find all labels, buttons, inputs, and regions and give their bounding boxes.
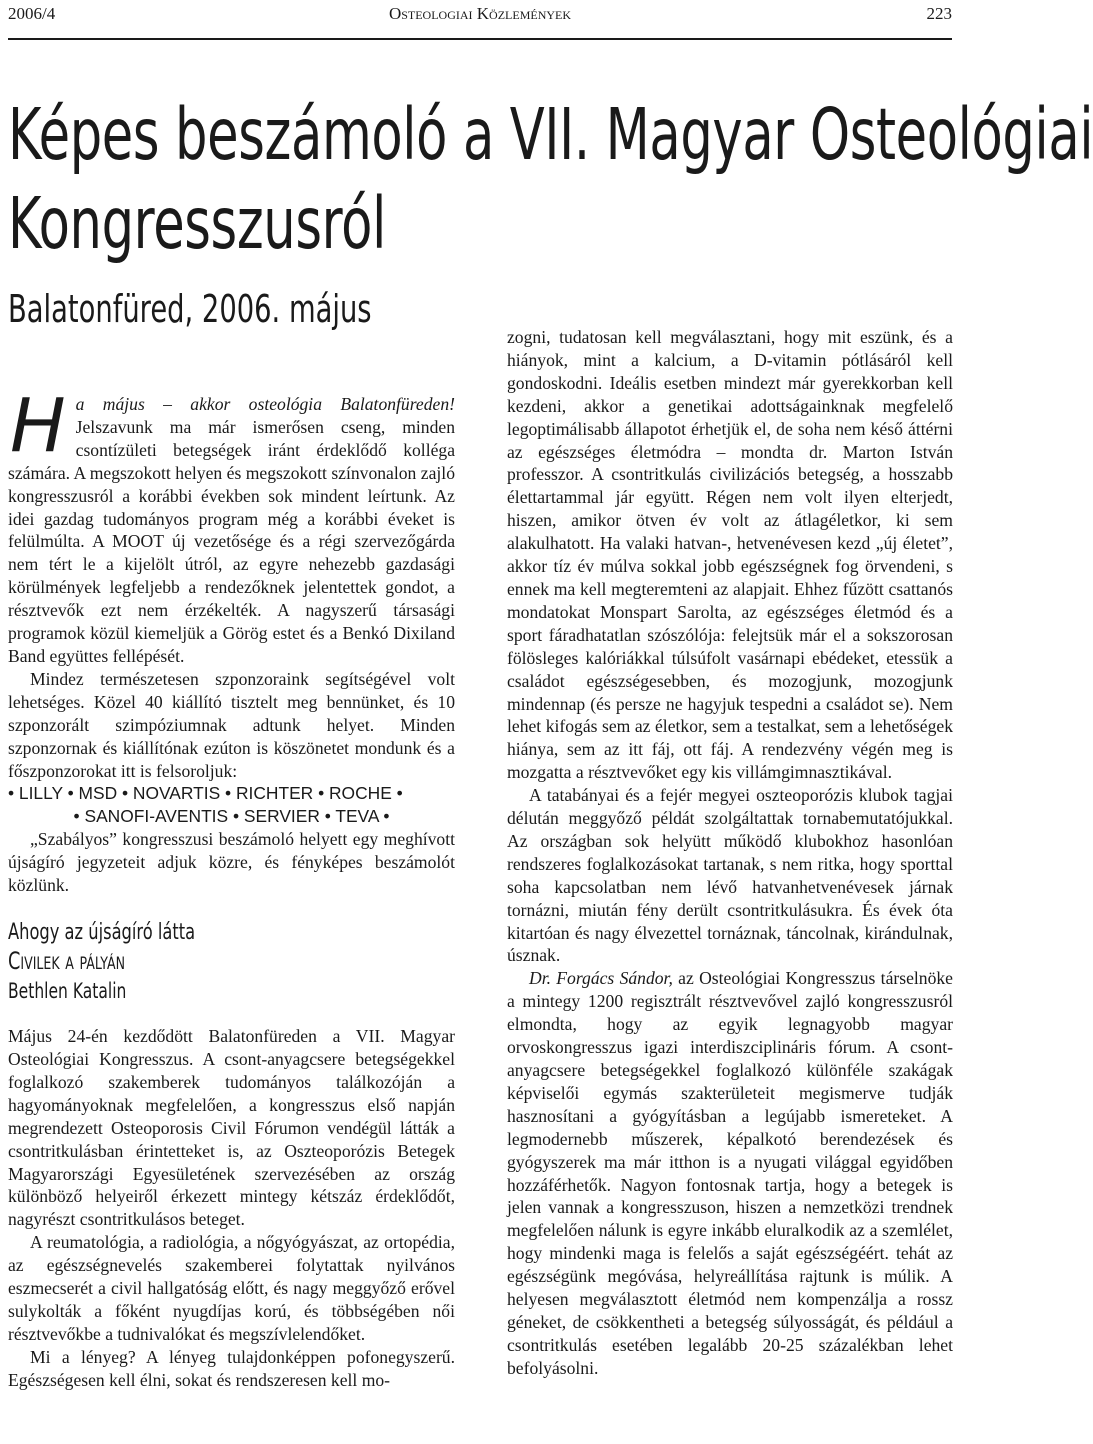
article-title-line-2: Kongresszusról [8,182,386,265]
sponsors-intro-paragraph: Mindez természetesen szponzoraink segítségével volt lehetséges. Közel 40 kiállító tisztelt meg bennünket, és 10 szponzorált szimpóziumnak adtunk helyet. Minden szponzornak és kiállítónak ezúton is köszönetet mondunk és a főszponzorokat itt is felsoroljuk: [8,668,455,781]
section-heading [8,919,339,1005]
body-paragraph: Május 24-én kezdődött Balatonfüreden a VII. Magyar Osteológiai Kongresszus. A csont-anyagcsere betegségekkel foglalkozó szakemberek tudományos találkozóján a hagyományoknak megfelelően, a kongresszus első napján megrendezett Osteoporosis Civil Fórumon vendégül látták a csontritkulásban érintetteket is, az Oszteoporózis Betegek Magyarországi Egyesületének szervezésében az ország különböző helyeiről érkezett mintegy kétszáz érdeklődőt, nagyrészt csontritkulásos beteget. [8,1026,455,1230]
left-column [8,383,455,1392]
section-kicker: Ahogy az újságíró látta [8,920,196,946]
sponsor-list-line-1: • LILLY • MSD • NOVARTIS • RICHTER • ROCHE • [8,783,403,804]
article-subtitle: Balatonfüred, 2006. május [8,287,372,331]
running-head [8,4,952,28]
body-paragraph: A tatabányai és a fejér megyei oszteoporózis klubok tagjai délután meggyőző példát szolgáltattak tornabemutatójukkal. Az országban sok helyütt működő klubokhoz hasonlóan rendszeres foglalkozásokat tartanak, s nem ritka, hogy sporttal soha kapcsolatban nem lévő hatvanhetvenévesek járnak tornázni, miután fény derült csontritkulásukra. És évek óta kitartóan és nagy élvezettel tornáznak, táncolnak, kirándulnak, úsznak. [507,785,953,966]
intro-italic-text: a május – akkor osteológia Balatonfüreden! [75,394,455,414]
article-title [8,90,1093,268]
sponsor-list-line-2: • SANOFI-AVENTIS • SERVIER • TEVA • [73,806,390,827]
section-title: Civilek a pályán [8,947,125,976]
header-rule [8,38,952,40]
article-title-line-1: Képes beszámoló a VII. Magyar Osteológiai [8,93,1093,176]
issue-number: 2006/4 [8,4,56,23]
body-paragraph: A reumatológia, a radiológia, a nőgyógyászat, az ortopédia, az egészségnevelés szakemberei folytattak nyilvános eszmecserét a civil hallgatóság előtt, és nagy meggyőző erővel sulykolták a főként nyugdíjas korú, és többségében női résztvevőkbe a tudnivalókat és megszívlelendőket. [8,1232,455,1344]
speaker-name: Dr. Forgács Sándor, [529,968,673,989]
intro-paragraph [8,383,455,668]
body-paragraph [507,967,953,1379]
intro-text: Jelszavunk ma már ismerősen cseng, minden csontízületi betegségek iránt érdeklődő kolléga számára. A megszokott helyen és megszokott színvonalon zajló kongresszusról a korábbi években sok mindent leírtunk. Az idei gazdag tudományos program még a korábbi éveket is felülmúlta. A MOOT új vezetősége és a régi szervezőgárda nem tért le a kijelölt útról, az egyre nehezebb gazdasági körülmények legfeljebb a rendezőknek jelentettek gondot, a résztvevők ezt nem érzékelték. A nagyszerű társasági programok közül kiemeljük a Görög estet és a Benkó Dixiland Band együttes fellépését. [8,416,455,666]
report-note-paragraph: „Szabályos” kongresszusi beszámoló helyett egy meghívott újságíró jegyzeteit adjuk közre, és fényképes beszámolót közlünk. [8,829,455,896]
sponsor-list [8,782,455,828]
journal-name: Osteologiai Közlemények [388,4,572,23]
body-text: az Osteológiai Kongresszus társelnöke a mintegy 1200 regisztrált résztvevővel zajló kongresszusról elmondta, hogy az egyik legnagyobb magyar orvoskongresszus igazi interdiszciplináris fórum. A csont-anyagcsere betegségekkel foglalkozó különféle szakágak képviselői egymás szakterületeit megismerve tudják hasznosítani a gyógyításban a legújabb ismereteket. A legmodernebb műszerek, képalkotó berendezések és gyógyszerek ma már itthon is a nyugati világgal egyidőben hozzáférhetők. Nagyon fontosnak tartja, hogy a betegek is jelen vannak a kongresszuson, hiszen a nemzetközi trendnek megfelelően nálunk is egyre inkább eluralkodik az a szemlélet, hogy mindenki maga is felelős a saját egészségéért. tehát az egészségünk megóvása, helyreállítása rajtunk is múlik. A helyesen megválasztott életmód nem kompenzálja a rossz géneket, de csökkentheti a betegség súlyosságát, és például a csontritkulás esetében legalább 20-25 százalékban lehet befolyásolni. [507,968,953,1378]
body-paragraph: zogni, tudatosan kell megválasztani, hogy mit eszünk, és a hiányok, mint a kalcium, a D-vitamin pótlásáról kell gondoskodni. Ideális esetben mindezt már gyerekkorban kell kezdeni, akkor a genetikai adottságainknak megfelelő legoptimálisabb állapotot érhetjük el, de soha nem késő áttérni az egészséges életmódra – mondta dr. Marton István professzor. A csontritkulás civilizációs betegség, a hosszabb élettartammal jár együtt. Régen nem volt ilyen elterjedt, hiszen, amikor ötven év volt az átlagéletkor, ki sem alakulhatott. Ha valaki hatvan-, hetvenévesen kezd „új életet”, akkor tíz év múlva sokkal jobb egészségnek fog örvendeni, s ennek ma kell megteremteni az alapjait. Ehhez fűzött csattanós mondatokat Monspart Sarolta, az egészséges életmód és a sport fáradhatatlan szószólója: felejtsük már el a sokszorosan fölösleges kalóriákkal túlsúfolt vasárnapi ebédeket, etessük a családot egészségesebben, és mozogjunk, mozogjunk mindennap (és persze ne hagyjuk tespedni a családot se). Nem lehet kifogás sem az életkor, sem a testalkat, sem a lehetőségek hiánya, sem az itt fáj, ott fáj. A rendezvény végén meg is mozgatta a résztvevőket egy kis villámgimnasztikával. [507,327,953,783]
page-number: 223 [926,4,952,23]
body-paragraph: Mi a lényeg? A lényeg tulajdonképpen pofonegyszerű. Egészségesen kell élni, sokat és rendszeresen kell mo- [8,1346,455,1390]
drop-cap: H [10,383,66,469]
section-author: Bethlen Katalin [8,979,127,1004]
right-column [507,326,953,1380]
